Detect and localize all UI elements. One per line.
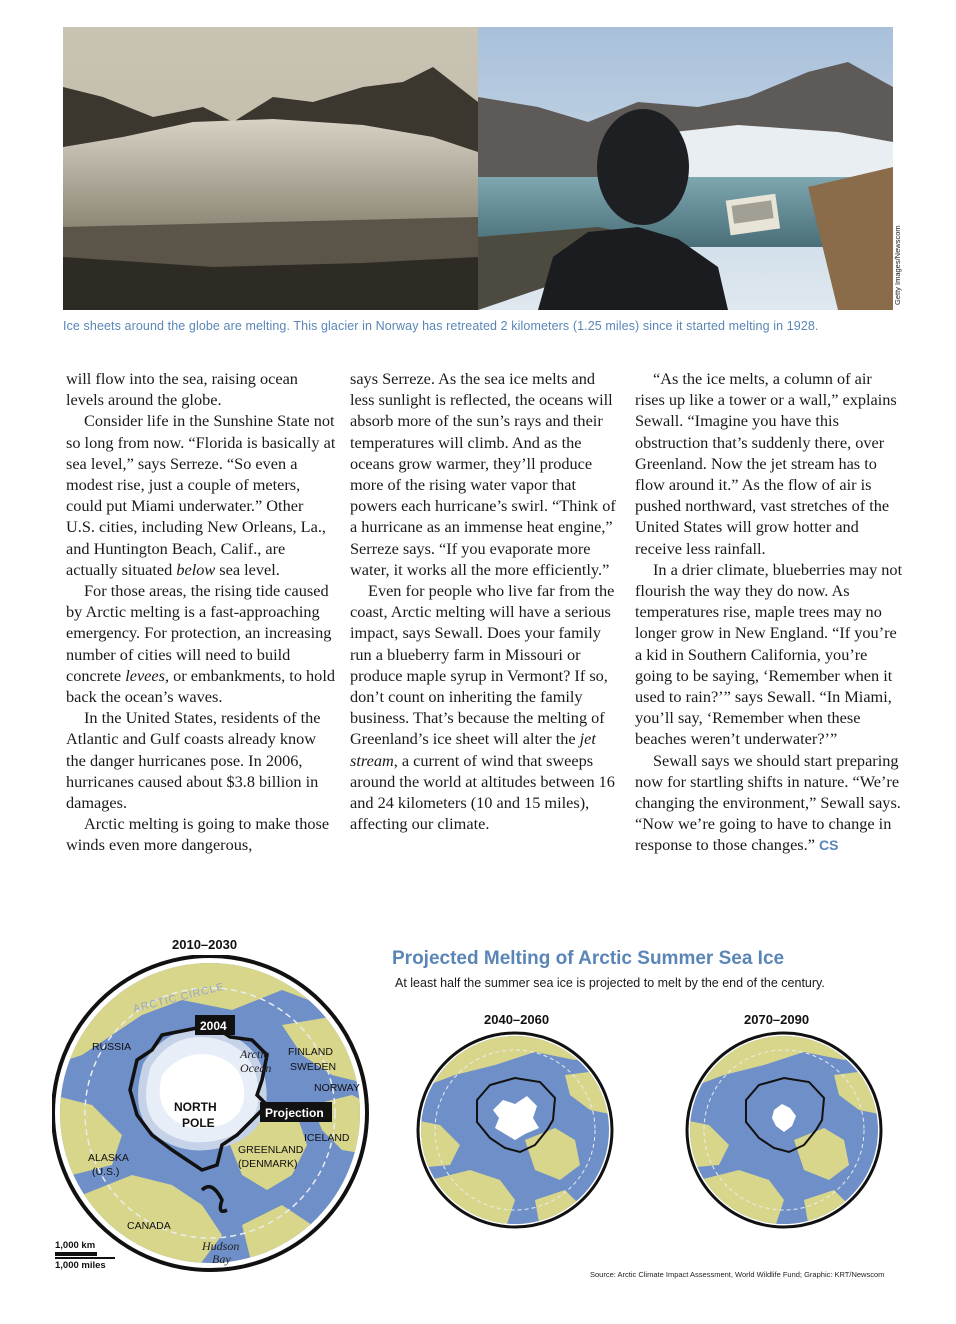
scale-bar-km (55, 1252, 97, 1256)
arctic-map-2010-2030 (52, 955, 372, 1275)
photo-credit: Getty Images/Newscom (893, 225, 902, 305)
arctic-map-2040-2060 (415, 1030, 615, 1230)
canada-label: CANADA (127, 1220, 171, 1232)
paragraph: In the United States, residents of the Atlantic and Gulf coasts already know the danger hurricanes pose. In 2006, hurricanes caused about $3.8 billion in damages. (66, 708, 321, 813)
paragraph: Consider life in the Sunshine State not so long from now. “Florida is basically at sea level,” says Serreze. “So even a modest rise, just a couple of meters, could put Miami underwater.” Other U.S. cities, including New Orleans, La., and Huntington Beach, Calif., are actually situated below sea level. (66, 411, 336, 579)
alaska-label-2: (U.S.) (92, 1166, 120, 1178)
russia-label: RUSSIA (92, 1041, 132, 1053)
paragraph: will flow into the sea, raising ocean levels around the globe. (66, 369, 298, 410)
graphic-source: Source: Arctic Climate Impact Assessment, World Wildlife Fund; Graphic: KRT/Newscom (590, 1270, 885, 1279)
article-column-3 (635, 368, 905, 857)
paragraph: Arctic melting is going to make those winds even more dangerous, (66, 814, 330, 855)
graphic-title: Projected Melting of Arctic Summer Sea Ice (392, 948, 785, 969)
period-label-1: 2010–2030 (172, 937, 238, 952)
year-2004-label: 2004 (200, 1019, 227, 1033)
north-pole-label-2: POLE (182, 1116, 215, 1130)
period-label-3: 2070–2090 (744, 1012, 810, 1027)
graphic-subtitle: At least half the summer sea ice is projected to melt by the end of the century. (395, 976, 825, 990)
iceland-label: ICELAND (304, 1132, 350, 1144)
scale-miles-label: 1,000 miles (55, 1260, 106, 1271)
hudson-bay-label-1: Hudson (202, 1239, 240, 1253)
paragraph: says Serreze. As the sea ice melts and less sunlight is reflected, the oceans will absorb more of the sun’s rays and their temperatures will climb. And as the oceans grow warmer, they’ll produce more of the rising water vapor that powers each hurricane’s swirl. “Think of a hurricane as an immense heat engine,” Serreze says. “If you evaporate more water, it works all the more efficiently.” (350, 369, 616, 579)
finland-label: FINLAND (288, 1046, 333, 1058)
article-column-2 (350, 368, 620, 834)
arctic-ocean-label-1: Arctic (240, 1047, 269, 1061)
arctic-circle-label: ARCTIC CIRCLE (131, 980, 226, 1016)
hudson-bay-label-2: Bay (212, 1252, 231, 1266)
paragraph: “As the ice melts, a column of air rises up like a tower or a wall,” explains Sewall. “Imagine you have this obstruction that’s suddenly there, over Greenland. Now the jet stream has to flow around it.” As the flow of air is pushed northward, vast stretches of the United States will grow hotter and receive less rainfall. (635, 369, 897, 558)
paragraph: Even for people who live far from the coast, Arctic melting will have a serious impact, says Sewall. Does your family run a blueberry farm in Missouri or produce maple syrup in Vermont? If so, don’t count on inheriting the family business. That’s because the melting of Greenland’s ice sheet will alter the jet stream, a current of wind that sweeps around the world at altitudes between 16 and 24 kilometers (10 and 15 miles), affecting our climate. (350, 581, 615, 834)
glacier-comparison-photo (63, 27, 893, 310)
modern-glacier-photo (478, 27, 893, 310)
paragraph: For those areas, the rising tide caused by Arctic melting is a fast-approaching emergency. For protection, an increasing number of cities will need to build concrete levees, or embankments, to hold back the ocean’s waves. (66, 581, 335, 707)
north-pole-label-1: NORTH (174, 1100, 217, 1114)
historic-glacier-photo (63, 27, 478, 310)
projection-label: Projection (265, 1106, 324, 1120)
photo-caption: Ice sheets around the globe are melting. This glacier in Norway has retreated 2 kilometers (1.25 miles) since it started melting in 1928. (63, 319, 819, 333)
arctic-map-2070-2090 (684, 1030, 884, 1230)
article-column-1 (66, 368, 336, 856)
greenland-label-2: (DENMARK) (238, 1158, 298, 1170)
cs-signature: CS (819, 837, 839, 854)
paragraph: In a drier climate, blueberries may not flourish the way they do now. As temperatures rise, maple trees may no longer grow in New England. “If you’re a kid in Southern California, you’re going to be saying, ‘Remember when it used to rain?’” says Sewall. “In Miami, you’ll say, ‘Remember when these beaches weren’t underwater?’” (635, 559, 903, 749)
scale-bar-miles (55, 1257, 115, 1259)
sweden-label: SWEDEN (290, 1061, 337, 1073)
greenland-label-1: GREENLAND (238, 1144, 304, 1156)
paragraph: Sewall says we should start preparing now for startling shifts in nature. “We’re changing the environment,” Sewall says. “Now we’re going to have to change in response to those changes.” CS (635, 750, 901, 855)
arctic-ocean-label-2: Ocean (240, 1061, 272, 1075)
map-scale (55, 1240, 115, 1271)
period-label-2: 2040–2060 (484, 1012, 550, 1027)
alaska-label-1: ALASKA (88, 1152, 129, 1164)
scale-km-label: 1,000 km (55, 1240, 96, 1251)
norway-label: NORWAY (314, 1082, 360, 1094)
